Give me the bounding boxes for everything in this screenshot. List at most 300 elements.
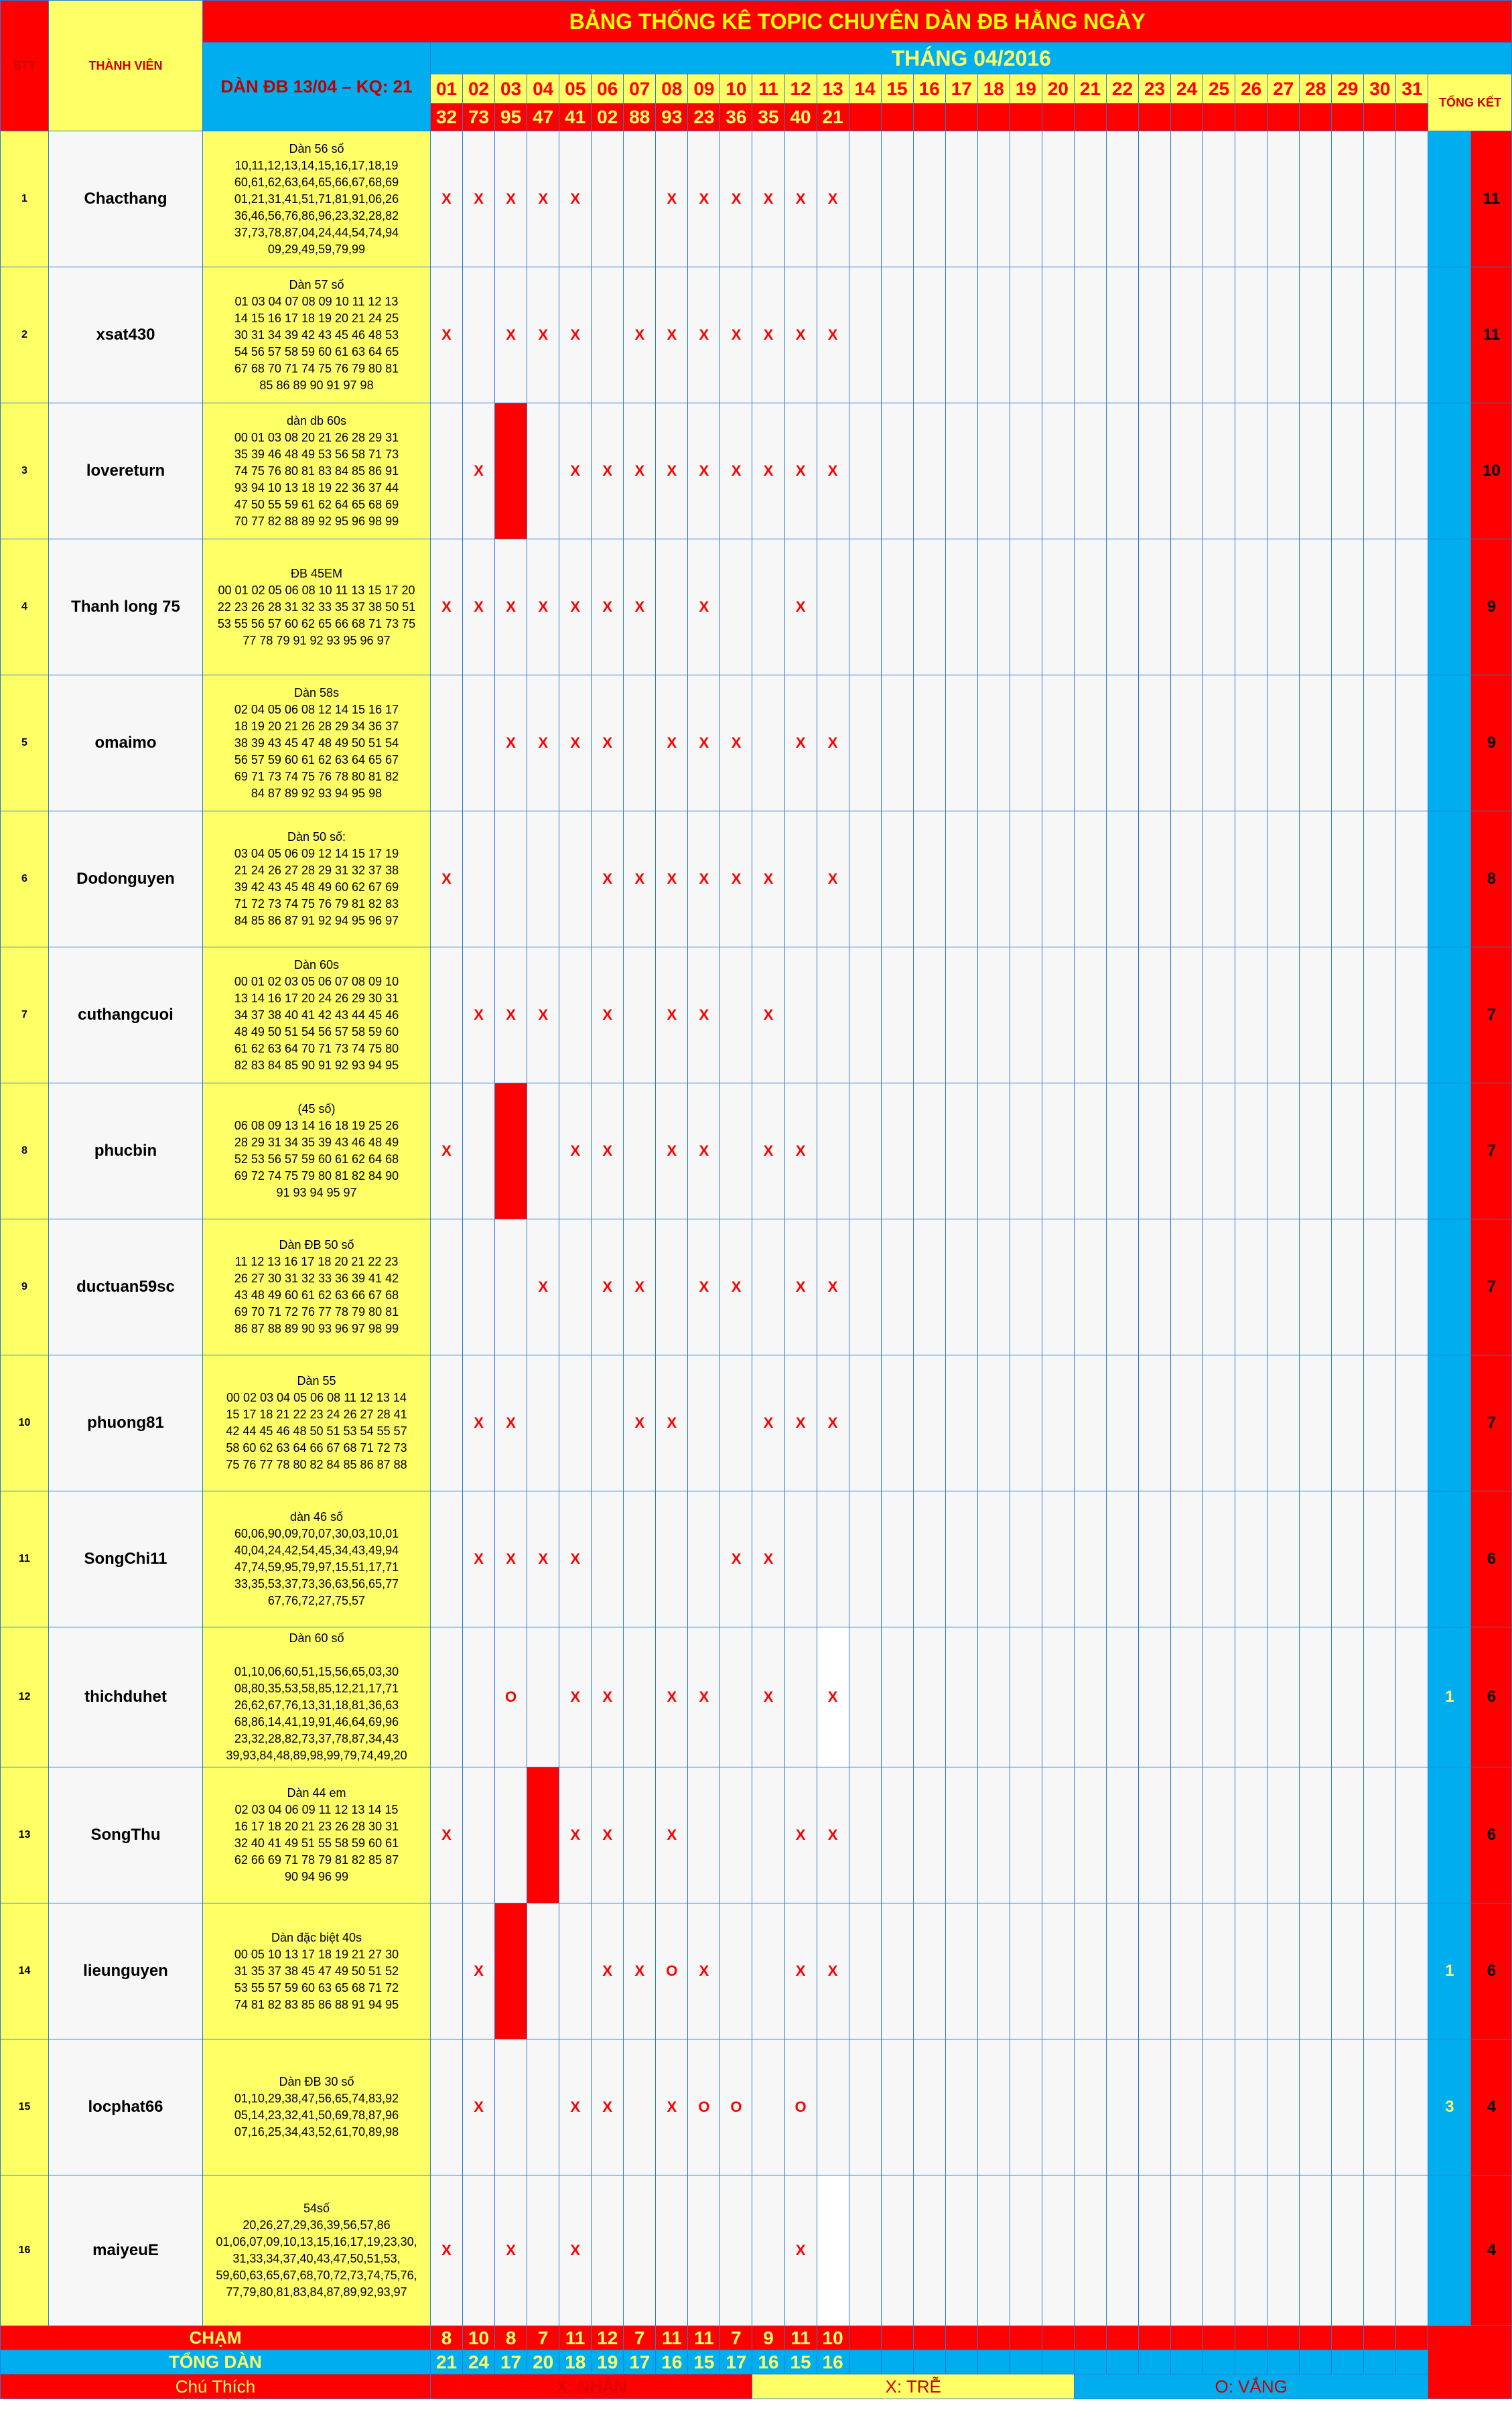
mark-cell <box>1106 1903 1138 2039</box>
mark-cell <box>1171 131 1203 267</box>
mark-cell <box>1139 539 1171 675</box>
mark-cell: X <box>656 1627 688 1767</box>
table-row <box>1 403 1512 539</box>
day-result <box>1364 104 1396 131</box>
mark-cell <box>1106 539 1138 675</box>
mark-cell <box>527 1903 559 2039</box>
day-header: 14 <box>849 74 881 104</box>
mark-cell <box>592 131 624 267</box>
mark-cell <box>1332 1083 1364 1219</box>
cham-value: 11 <box>688 2326 720 2350</box>
tong-value <box>1396 2350 1428 2374</box>
mark-cell: X <box>688 1083 720 1219</box>
mark-cell <box>977 2175 1010 2326</box>
mark-cell <box>913 811 945 947</box>
row-total: 6 <box>1471 1903 1512 2039</box>
cham-value <box>1171 2326 1203 2350</box>
row-stt: 8 <box>1 1083 49 1219</box>
mark-cell <box>624 1627 656 1767</box>
mark-cell <box>656 539 688 675</box>
mark-cell <box>1396 1767 1428 1903</box>
mark-cell <box>752 2039 784 2175</box>
tong-value <box>1010 2350 1042 2374</box>
member-name: locphat66 <box>49 2039 203 2175</box>
mark-cell <box>1010 131 1042 267</box>
day-result <box>881 104 913 131</box>
mark-cell <box>1235 267 1267 403</box>
mark-cell <box>1139 811 1171 947</box>
table-row <box>1 2175 1512 2326</box>
mark-cell: X <box>527 131 559 267</box>
mark-cell <box>559 1903 592 2039</box>
tong-value <box>1364 2350 1396 2374</box>
mark-cell: X <box>752 1083 784 1219</box>
mark-cell <box>527 811 559 947</box>
mark-cell <box>1235 539 1267 675</box>
row-stt: 10 <box>1 1355 49 1491</box>
mark-cell <box>1396 267 1428 403</box>
mark-cell <box>463 1219 495 1355</box>
mark-cell <box>1235 1491 1267 1627</box>
mark-cell: X <box>688 267 720 403</box>
mark-cell: X <box>559 675 592 811</box>
mark-cell: X <box>559 403 592 539</box>
mark-cell <box>1139 1903 1171 2039</box>
mark-cell <box>1042 1767 1074 1903</box>
mark-cell: X <box>592 1767 624 1903</box>
row-bonus <box>1428 539 1471 675</box>
mark-cell: X <box>495 267 527 403</box>
mark-cell <box>913 1083 945 1219</box>
mark-cell <box>431 947 463 1083</box>
mark-cell <box>817 2175 849 2326</box>
mark-cell <box>1396 1355 1428 1491</box>
row-total: 6 <box>1471 1491 1512 1627</box>
dan-numbers: Dàn 60 số 01,10,06,60,51,15,56,65,03,30 08,80,35,53,58,85,12,21,17,71 26,62,67,76,13,31,18,81,36,63 68,86,14,41,19,91,46,64,69,96 23,32,28,82,73,37,78,87,34,43 39,93,84,48,89,98,99,79,74,49,20 <box>203 1627 431 1767</box>
mark-cell <box>431 403 463 539</box>
mark-cell: X <box>784 131 817 267</box>
table-row <box>1 1355 1512 1491</box>
mark-cell: X <box>688 131 720 267</box>
member-name: lieunguyen <box>49 1903 203 2039</box>
mark-cell <box>1267 131 1300 267</box>
mark-cell <box>1074 539 1106 675</box>
mark-cell <box>1332 2039 1364 2175</box>
mark-cell <box>527 1627 559 1767</box>
mark-cell: X <box>688 811 720 947</box>
day-header: 06 <box>592 74 624 104</box>
mark-cell <box>1203 1219 1235 1355</box>
mark-cell <box>1396 811 1428 947</box>
mark-cell <box>1106 947 1138 1083</box>
mark-cell <box>881 267 913 403</box>
day-header: 15 <box>881 74 913 104</box>
mark-cell: X <box>592 1083 624 1219</box>
mark-cell <box>1300 1903 1332 2039</box>
mark-cell <box>720 1767 752 1903</box>
tong-value <box>1235 2350 1267 2374</box>
mark-cell <box>945 947 977 1083</box>
mark-cell <box>431 1219 463 1355</box>
row-bonus <box>1428 1491 1471 1627</box>
mark-cell: X <box>656 1767 688 1903</box>
mark-cell <box>1171 811 1203 947</box>
mark-cell <box>913 267 945 403</box>
mark-cell <box>1332 1903 1364 2039</box>
day-result: 02 <box>592 104 624 131</box>
mark-cell <box>1042 131 1074 267</box>
mark-cell <box>913 1219 945 1355</box>
mark-cell <box>624 1767 656 1903</box>
mark-cell <box>1235 675 1267 811</box>
mark-cell <box>624 131 656 267</box>
total-header: TỔNG KẾT <box>1428 74 1512 131</box>
mark-cell <box>913 403 945 539</box>
mark-cell <box>977 675 1010 811</box>
row-bonus <box>1428 675 1471 811</box>
mark-cell <box>1171 539 1203 675</box>
mark-cell <box>1074 267 1106 403</box>
mark-cell <box>1203 539 1235 675</box>
mark-cell <box>1332 675 1364 811</box>
mark-cell <box>1267 1903 1300 2039</box>
mark-cell <box>688 2175 720 2326</box>
row-bonus <box>1428 2175 1471 2326</box>
mark-cell <box>1267 675 1300 811</box>
cham-value: 7 <box>720 2326 752 2350</box>
mark-cell <box>1235 947 1267 1083</box>
mark-cell <box>1300 403 1332 539</box>
mark-cell <box>849 811 881 947</box>
cham-value: 10 <box>463 2326 495 2350</box>
table-row <box>1 947 1512 1083</box>
mark-cell <box>656 1219 688 1355</box>
mark-cell <box>1106 2039 1138 2175</box>
mark-cell <box>1364 675 1396 811</box>
mark-cell <box>1139 131 1171 267</box>
mark-cell <box>1171 947 1203 1083</box>
mark-cell <box>1364 811 1396 947</box>
mark-cell: X <box>624 1903 656 2039</box>
mark-cell <box>720 1627 752 1767</box>
mark-cell <box>977 267 1010 403</box>
mark-cell: O <box>495 1627 527 1767</box>
tong-value <box>1203 2350 1235 2374</box>
mark-cell <box>1010 1083 1042 1219</box>
row-total: 6 <box>1471 1767 1512 1903</box>
mark-cell: X <box>431 811 463 947</box>
mark-cell <box>1267 2039 1300 2175</box>
mark-cell <box>1364 403 1396 539</box>
mark-cell: X <box>527 539 559 675</box>
mark-cell <box>1300 1083 1332 1219</box>
mark-cell <box>1010 267 1042 403</box>
mark-cell <box>913 1627 945 1767</box>
cham-value: 11 <box>656 2326 688 2350</box>
mark-cell <box>977 403 1010 539</box>
cham-value <box>1235 2326 1267 2350</box>
cham-value <box>881 2326 913 2350</box>
mark-cell: X <box>559 539 592 675</box>
mark-cell <box>784 947 817 1083</box>
mark-cell <box>1364 1083 1396 1219</box>
mark-cell <box>1010 947 1042 1083</box>
cham-value <box>1396 2326 1428 2350</box>
mark-cell: O <box>656 1903 688 2039</box>
mark-cell: X <box>431 1767 463 1903</box>
mark-cell <box>1267 1627 1300 1767</box>
mark-cell <box>1332 811 1364 947</box>
mark-cell <box>431 1903 463 2039</box>
day-header: 18 <box>977 74 1010 104</box>
mark-cell: X <box>592 675 624 811</box>
row-total: 9 <box>1471 539 1512 675</box>
mark-cell: X <box>817 675 849 811</box>
mark-cell: X <box>784 2175 817 2326</box>
mark-cell <box>945 1219 977 1355</box>
legend-tre: X: TRỄ <box>752 2374 1074 2399</box>
mark-cell: X <box>592 403 624 539</box>
mark-cell <box>624 1083 656 1219</box>
mark-cell <box>1203 947 1235 1083</box>
row-total: 7 <box>1471 1355 1512 1491</box>
mark-cell <box>1396 2175 1428 2326</box>
mark-cell: X <box>752 1491 784 1627</box>
mark-cell <box>1364 267 1396 403</box>
mark-cell <box>849 2175 881 2326</box>
mark-cell <box>913 1491 945 1627</box>
mark-cell: X <box>817 811 849 947</box>
mark-cell: X <box>592 811 624 947</box>
mark-cell <box>1235 131 1267 267</box>
mark-cell <box>1364 1903 1396 2039</box>
mark-cell: X <box>559 2175 592 2326</box>
mark-cell <box>1074 1767 1106 1903</box>
tong-value <box>1139 2350 1171 2374</box>
day-result: 21 <box>817 104 849 131</box>
day-result: 93 <box>656 104 688 131</box>
mark-cell <box>431 2039 463 2175</box>
tong-label: TỔNG DÀN <box>1 2350 431 2374</box>
mark-cell: X <box>656 131 688 267</box>
tong-value: 17 <box>624 2350 656 2374</box>
mark-cell <box>1396 1083 1428 1219</box>
mark-cell <box>1332 1627 1364 1767</box>
mark-cell <box>1171 2039 1203 2175</box>
cham-value <box>1010 2326 1042 2350</box>
tong-value <box>913 2350 945 2374</box>
mark-cell <box>881 1903 913 2039</box>
mark-cell <box>977 1219 1010 1355</box>
row-stt: 6 <box>1 811 49 947</box>
mark-cell <box>1300 1491 1332 1627</box>
dan-numbers: Dàn 50 số: 03 04 05 06 09 12 14 15 17 19 21 24 26 27 28 29 31 32 37 38 39 42 43 45 48 49 60 62 67 69 71 72 73 74 75 76 79 81 82 83 84 85 86 87 91 92 94 95 96 97 <box>203 811 431 947</box>
mark-cell <box>1396 1219 1428 1355</box>
mark-cell <box>720 1903 752 2039</box>
mark-cell <box>1203 267 1235 403</box>
mark-cell <box>1042 539 1074 675</box>
mark-cell: X <box>784 403 817 539</box>
mark-cell <box>1171 1903 1203 2039</box>
mark-cell <box>1010 1903 1042 2039</box>
day-header: 07 <box>624 74 656 104</box>
mark-cell <box>1235 403 1267 539</box>
mark-cell: X <box>559 2039 592 2175</box>
member-name: ductuan59sc <box>49 1219 203 1355</box>
row-total: 7 <box>1471 947 1512 1083</box>
mark-cell: X <box>752 403 784 539</box>
mark-cell <box>1139 267 1171 403</box>
month-header: THÁNG 04/2016 <box>431 43 1512 74</box>
mark-cell: O <box>720 2039 752 2175</box>
mark-cell <box>817 1491 849 1627</box>
member-name: Chacthang <box>49 131 203 267</box>
member-name: cuthangcuoi <box>49 947 203 1083</box>
mark-cell <box>1042 947 1074 1083</box>
mark-cell: X <box>784 539 817 675</box>
mark-cell <box>913 947 945 1083</box>
mark-cell: X <box>495 947 527 1083</box>
mark-cell <box>1300 947 1332 1083</box>
mark-cell <box>1364 947 1396 1083</box>
mark-cell <box>1203 675 1235 811</box>
mark-cell <box>977 1767 1010 1903</box>
mark-cell <box>817 947 849 1083</box>
legend-label: Chú Thích <box>1 2374 431 2399</box>
mark-cell <box>977 2039 1010 2175</box>
day-header: 01 <box>431 74 463 104</box>
mark-cell: X <box>752 1627 784 1767</box>
mark-cell <box>1235 1767 1267 1903</box>
mark-cell <box>688 1355 720 1491</box>
mark-cell: X <box>784 1083 817 1219</box>
day-header: 24 <box>1171 74 1203 104</box>
mark-cell <box>1042 2039 1074 2175</box>
mark-cell <box>1010 1219 1042 1355</box>
mark-cell <box>752 1219 784 1355</box>
member-name: SongChi11 <box>49 1491 203 1627</box>
day-header: 05 <box>559 74 592 104</box>
row-total: 10 <box>1471 403 1512 539</box>
table-row <box>1 675 1512 811</box>
mark-cell: X <box>720 267 752 403</box>
mark-cell <box>1396 675 1428 811</box>
mark-cell <box>977 1903 1010 2039</box>
cham-label: CHẠM <box>1 2326 431 2350</box>
mark-cell <box>1267 403 1300 539</box>
summary-corner <box>1428 2326 1512 2399</box>
day-header: 27 <box>1267 74 1300 104</box>
mark-cell: X <box>527 1219 559 1355</box>
mark-cell: X <box>688 539 720 675</box>
mark-cell <box>1171 267 1203 403</box>
mark-cell <box>720 1083 752 1219</box>
cham-value <box>945 2326 977 2350</box>
mark-cell <box>945 675 977 811</box>
mark-cell <box>1364 2175 1396 2326</box>
mark-cell <box>752 1903 784 2039</box>
mark-cell <box>1042 267 1074 403</box>
mark-cell <box>945 403 977 539</box>
mark-cell <box>945 131 977 267</box>
day-result <box>945 104 977 131</box>
table-body <box>1 1 1512 2399</box>
cham-value: 7 <box>527 2326 559 2350</box>
mark-cell <box>1010 539 1042 675</box>
cham-value <box>1364 2326 1396 2350</box>
mark-cell <box>1364 539 1396 675</box>
mark-cell <box>1139 675 1171 811</box>
mark-cell <box>913 1903 945 2039</box>
mark-cell <box>1106 1083 1138 1219</box>
mark-cell: X <box>463 539 495 675</box>
mark-cell <box>945 2175 977 2326</box>
mark-cell: X <box>817 403 849 539</box>
mark-cell <box>849 675 881 811</box>
mark-cell: X <box>431 131 463 267</box>
mark-cell <box>1396 2039 1428 2175</box>
mark-cell <box>527 2175 559 2326</box>
mark-cell <box>1106 403 1138 539</box>
mark-cell <box>1010 2175 1042 2326</box>
mark-cell <box>752 1767 784 1903</box>
mark-cell <box>881 1219 913 1355</box>
mark-cell: X <box>752 1355 784 1491</box>
mark-cell <box>913 675 945 811</box>
mark-cell: X <box>463 1355 495 1491</box>
tong-value <box>1332 2350 1364 2374</box>
mark-cell <box>817 1083 849 1219</box>
mark-cell: X <box>463 403 495 539</box>
mark-cell <box>1010 1767 1042 1903</box>
mark-cell <box>656 2175 688 2326</box>
dan-numbers: dàn db 60s 00 01 03 08 20 21 26 28 29 31 35 39 46 48 49 53 56 58 71 73 74 75 76 80 81 83 84 85 86 91 93 94 10 13 18 19 22 36 37 44 47 50 55 59 61 62 64 65 68 69 70 77 82 88 89 92 95 96 98 99 <box>203 403 431 539</box>
mark-cell <box>945 1767 977 1903</box>
day-header: 31 <box>1396 74 1428 104</box>
tong-value <box>1267 2350 1300 2374</box>
mark-cell: X <box>527 675 559 811</box>
day-result: 36 <box>720 104 752 131</box>
row-total: 4 <box>1471 2175 1512 2326</box>
day-result <box>1139 104 1171 131</box>
mark-cell <box>1139 1219 1171 1355</box>
mark-cell: X <box>559 1767 592 1903</box>
member-name: SongThu <box>49 1767 203 1903</box>
mark-cell <box>913 539 945 675</box>
mark-cell <box>849 2039 881 2175</box>
mark-cell: X <box>752 947 784 1083</box>
mark-cell <box>1332 131 1364 267</box>
mark-cell <box>1139 2039 1171 2175</box>
day-result <box>1203 104 1235 131</box>
day-result <box>1267 104 1300 131</box>
mark-cell: X <box>624 267 656 403</box>
mark-cell: X <box>784 1219 817 1355</box>
row-stt: 9 <box>1 1219 49 1355</box>
mark-cell: X <box>495 2175 527 2326</box>
mark-cell: X <box>592 1627 624 1767</box>
mark-cell <box>1300 1219 1332 1355</box>
mark-cell <box>849 1083 881 1219</box>
mark-cell <box>1139 1627 1171 1767</box>
day-header: 02 <box>463 74 495 104</box>
mark-cell <box>495 1767 527 1903</box>
mark-cell: X <box>624 403 656 539</box>
mark-cell <box>1139 1491 1171 1627</box>
mark-cell <box>688 1491 720 1627</box>
mark-cell <box>913 1767 945 1903</box>
mark-cell <box>1074 1491 1106 1627</box>
